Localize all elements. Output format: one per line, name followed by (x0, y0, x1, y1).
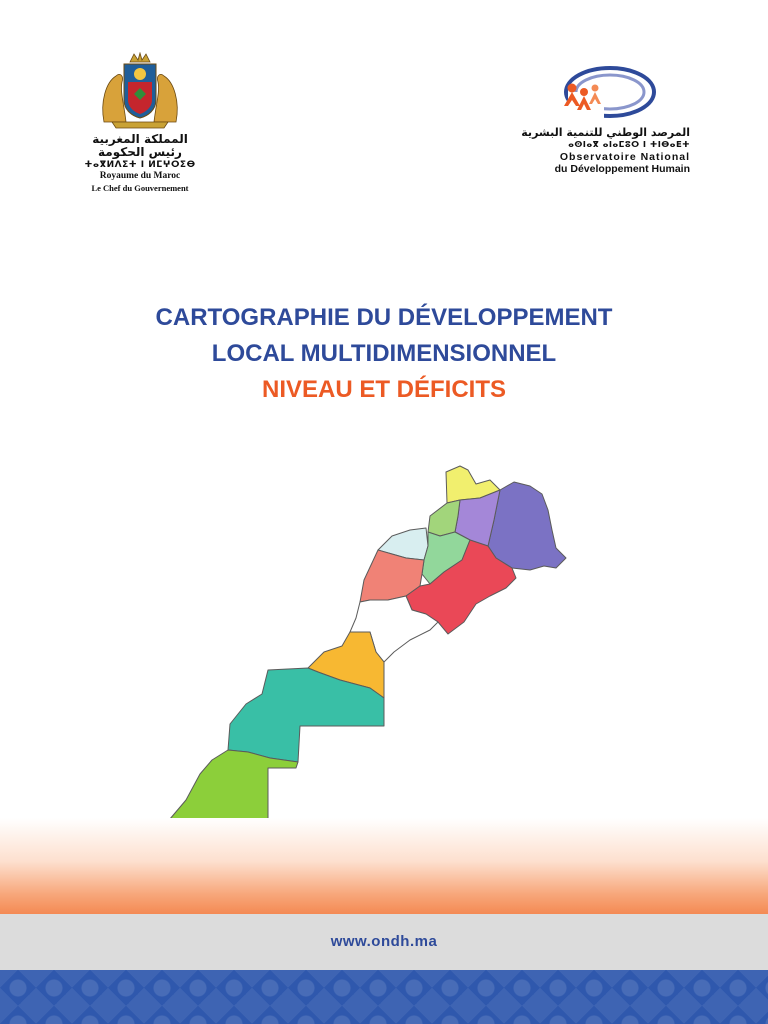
ondh-arabic-label: المرصد الوطني للتنمية البشرية (521, 126, 690, 139)
ondh-logo-icon (548, 62, 658, 128)
document-title (0, 300, 768, 408)
title-line-1: CARTOGRAPHIE DU DÉVELOPPEMENT (155, 304, 613, 331)
head-of-government-label: Le Chef du Gouvernement (91, 183, 189, 193)
map-region-oriental (488, 482, 566, 570)
tifinagh-label: ⵜⴰⴳⵍⴷⵉⵜ ⵏ ⵍⵎⵖⵔⵉⴱ (84, 160, 196, 170)
arabic-head-of-government-label: رئيس الحكومة (98, 145, 182, 159)
ondh-logo (520, 62, 690, 175)
footer-pattern-band (0, 970, 768, 1024)
arabic-kingdom-label: المملكة المغربية (92, 132, 188, 146)
ondh-name-line1: Observatoire National (559, 151, 690, 163)
footer-gradient (0, 818, 768, 914)
government-logo (70, 52, 210, 194)
footer-url-band (0, 914, 768, 970)
kingdom-label: Royaume du Maroc (99, 171, 181, 181)
subtitle: NIVEAU ET DÉFICITS (261, 376, 507, 403)
coat-of-arms-icon (98, 52, 182, 130)
ondh-name-line2: du Développement Humain (554, 163, 690, 175)
ondh-tifinagh-label: ⴰⵙⵏⴰⴳ ⴰⵏⴰⵎⵓⵔ ⵏ ⵜⵏⴱⴰⴹⵜ (568, 140, 690, 150)
map-region-gharb (428, 500, 460, 536)
title-line-2: LOCAL MULTIDIMENSIONNEL (211, 340, 557, 367)
website-link[interactable]: www.ondh.ma (330, 933, 438, 950)
